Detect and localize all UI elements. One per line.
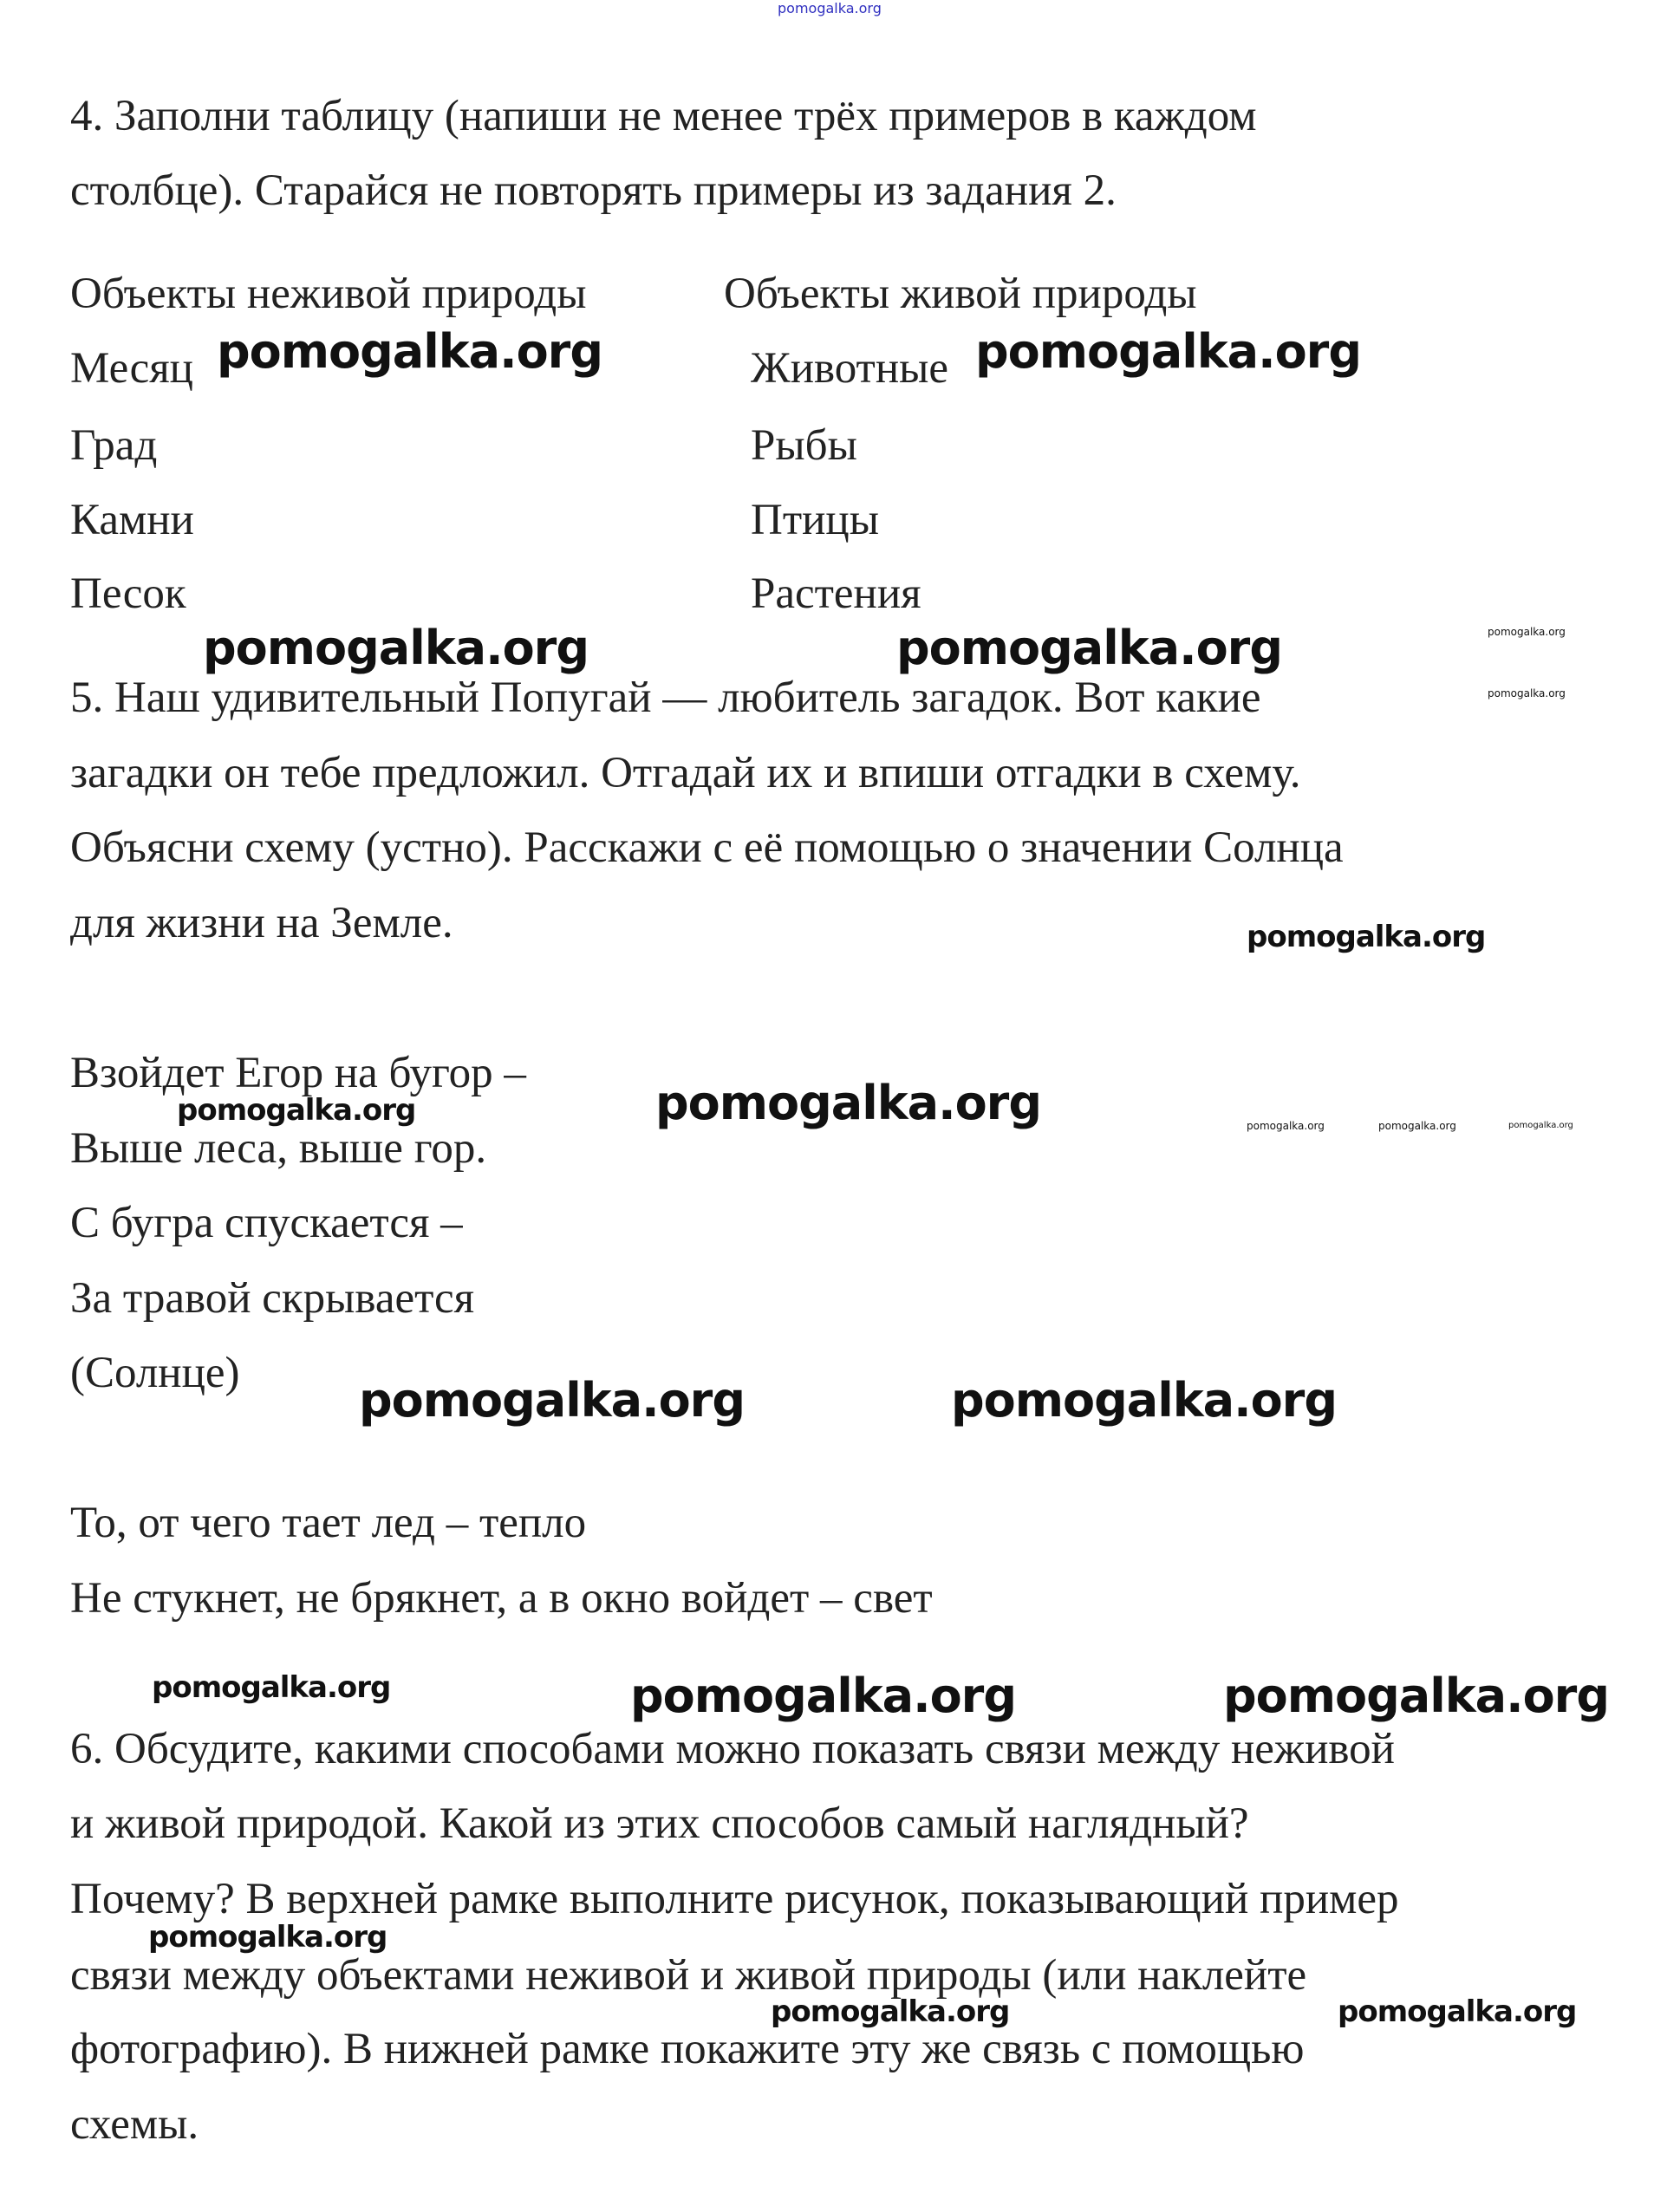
task6-line: связи между объектами неживой и живой природы (или наклейте xyxy=(70,1951,1307,2000)
watermark: pomogalka.org xyxy=(1508,1121,1573,1130)
watermark: pomogalka.org xyxy=(217,324,602,379)
col2-item: Рыбы xyxy=(751,421,857,470)
riddle-line: С бугра спускается – xyxy=(70,1199,463,1247)
watermark-top: pomogalka.org xyxy=(778,0,882,16)
col1-item: Град xyxy=(70,421,158,470)
watermark: pomogalka.org xyxy=(975,324,1361,379)
watermark: pomogalka.org xyxy=(359,1373,745,1428)
task5-line: для жизни на Земле. xyxy=(70,899,453,947)
watermark: pomogalka.org xyxy=(1488,626,1566,638)
task6-line: 6. Обсудите, какими способами можно показать связи между неживой xyxy=(70,1725,1395,1773)
riddle-line: Выше леса, выше гор. xyxy=(70,1124,487,1173)
task5-line: Объясни схему (устно). Расскажи с её помощью о значении Солнца xyxy=(70,823,1344,872)
col2-header: Объекты живой природы xyxy=(724,270,1197,318)
riddle-answer: (Солнце) xyxy=(70,1349,240,1397)
watermark: pomogalka.org xyxy=(896,621,1282,675)
watermark: pomogalka.org xyxy=(951,1373,1337,1428)
task5-line: 5. Наш удивительный Попугай — любитель загадок. Вот какие xyxy=(70,673,1261,722)
watermark: pomogalka.org xyxy=(1488,687,1566,699)
task6-line: и живой природой. Какой из этих способов самый наглядный? xyxy=(70,1799,1249,1848)
task5-line: загадки он тебе предложил. Отгадай их и впиши отгадки в схему. xyxy=(70,749,1301,797)
col1-header: Объекты неживой природы xyxy=(70,270,587,318)
watermark: pomogalka.org xyxy=(1378,1120,1456,1132)
riddle-line: За травой скрывается xyxy=(70,1274,475,1323)
riddle-line: Взойдет Егор на бугор – xyxy=(70,1049,526,1097)
watermark: pomogalka.org xyxy=(630,1669,1016,1723)
watermark: pomogalka.org xyxy=(177,1093,416,1128)
watermark: pomogalka.org xyxy=(1338,1994,1577,2029)
col2-item: Птицы xyxy=(751,496,879,544)
task6-line: Почему? В верхней рамке выполните рисунок, показывающий пример xyxy=(70,1875,1399,1923)
col2-item: Животные xyxy=(751,344,949,393)
answer-line: Не стукнет, не брякнет, а в окно войдет – свет xyxy=(70,1574,933,1623)
task6-line: схемы. xyxy=(70,2100,199,2149)
task4-line: столбце). Старайся не повторять примеры из задания 2. xyxy=(70,166,1117,215)
watermark: pomogalka.org xyxy=(148,1920,387,1955)
watermark: pomogalka.org xyxy=(771,1994,1010,2029)
watermark: pomogalka.org xyxy=(1247,920,1486,954)
watermark: pomogalka.org xyxy=(203,621,589,675)
col1-item: Камни xyxy=(70,496,194,544)
watermark: pomogalka.org xyxy=(1223,1669,1609,1723)
watermark: pomogalka.org xyxy=(152,1670,391,1705)
task4-line: 4. Заполни таблицу (напиши не менее трёх примеров в каждом xyxy=(70,92,1257,140)
col2-item: Растения xyxy=(751,569,921,618)
watermark: pomogalka.org xyxy=(1247,1120,1325,1132)
watermark: pomogalka.org xyxy=(655,1076,1041,1130)
col1-item: Песок xyxy=(70,569,186,618)
task6-line: фотографию). В нижней рамке покажите эту же связь с помощью xyxy=(70,2025,1305,2073)
col1-item: Месяц xyxy=(70,344,193,393)
answer-line: То, от чего тает лед – тепло xyxy=(70,1499,587,1547)
